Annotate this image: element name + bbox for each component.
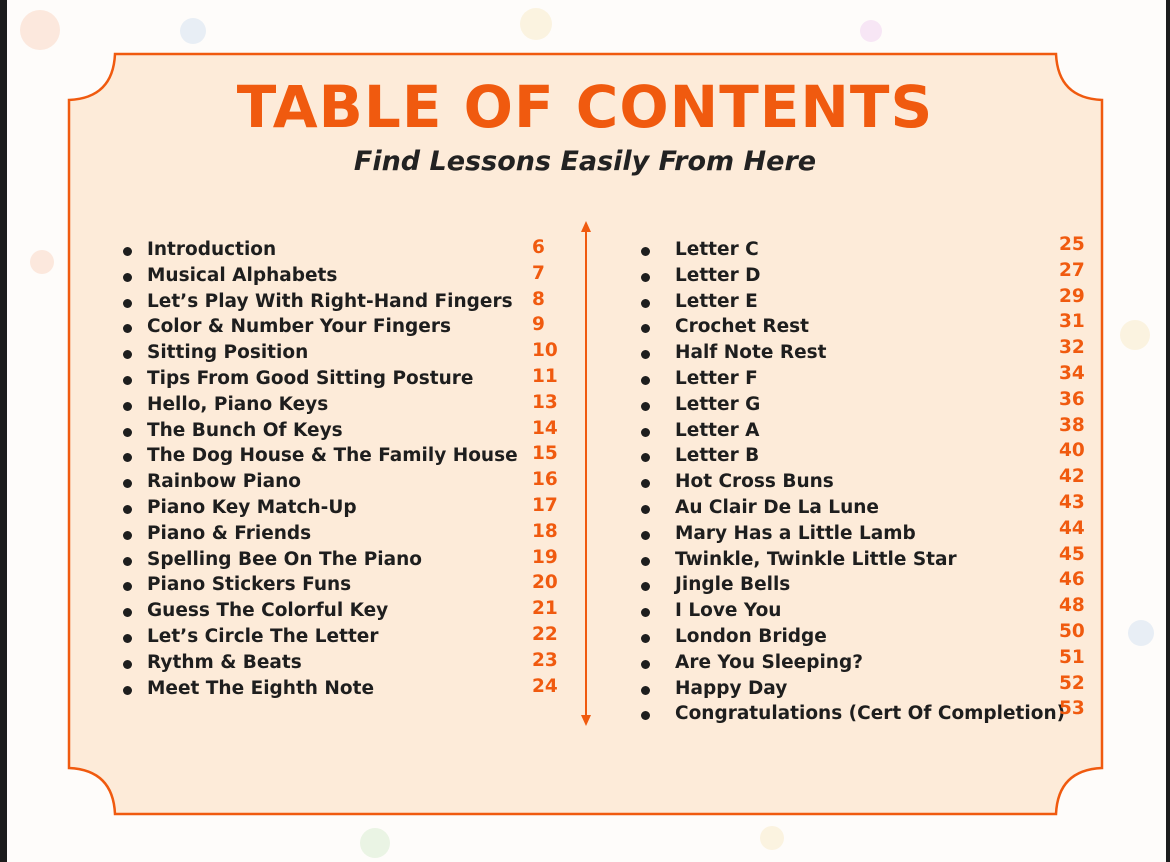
toc-item-page-number: 52 xyxy=(1059,672,1085,694)
toc-item-page-number: 44 xyxy=(1059,517,1085,539)
toc-item-label[interactable]: Are You Sleeping? xyxy=(675,651,863,673)
toc-item-page-number: 36 xyxy=(1059,388,1085,410)
toc-item-label[interactable]: Piano Key Match-Up xyxy=(147,497,357,518)
toc-item-page-number: 15 xyxy=(532,443,558,465)
toc-item-page-number: 27 xyxy=(1059,259,1085,281)
toc-bullet xyxy=(123,273,132,282)
toc-item-label[interactable]: Sitting Position xyxy=(147,342,309,364)
toc-item-label[interactable]: Letter A xyxy=(675,419,760,441)
toc-item-page-number: 51 xyxy=(1059,646,1085,668)
toc-item-label[interactable]: The Bunch Of Keys xyxy=(147,419,343,441)
toc-item-page-number: 38 xyxy=(1059,414,1085,436)
toc-bullet xyxy=(123,531,132,540)
toc-item-page-number: 43 xyxy=(1059,492,1085,513)
toc-item-page-number: 13 xyxy=(532,391,558,413)
page-subtitle: Find Lessons Easily From Here xyxy=(353,146,817,177)
toc-item-page-number: 11 xyxy=(532,366,558,387)
toc-item-page-number: 16 xyxy=(532,469,558,491)
toc-item-page-number: 48 xyxy=(1059,595,1085,617)
toc-item-page-number: 19 xyxy=(532,546,558,568)
toc-item-label[interactable]: The Dog House & The Family House xyxy=(147,445,518,467)
toc-item-label[interactable]: Let’s Circle The Letter xyxy=(147,626,379,647)
toc-bullet xyxy=(641,402,650,411)
toc-item-label[interactable]: Piano & Friends xyxy=(147,522,312,544)
toc-item-label[interactable]: Musical Alphabets xyxy=(147,264,338,286)
toc-bullet xyxy=(123,299,132,308)
toc-item-page-number: 17 xyxy=(532,495,558,516)
toc-item-page-number: 8 xyxy=(532,288,545,310)
toc-item-label[interactable]: Guess The Colorful Key xyxy=(147,600,389,622)
toc-item-label[interactable]: Rythm & Beats xyxy=(147,651,302,673)
toc-item-page-number: 42 xyxy=(1059,466,1085,488)
toc-item-label[interactable]: Letter D xyxy=(675,264,761,286)
toc-item-page-number: 31 xyxy=(1059,311,1085,333)
toc-item-page-number: 9 xyxy=(532,314,545,336)
toc-bullet xyxy=(123,247,132,256)
toc-item-label[interactable]: Twinkle, Twinkle Little Star xyxy=(675,548,957,570)
toc-item-label[interactable]: Hello, Piano Keys xyxy=(147,393,329,415)
toc-bullet xyxy=(123,634,132,643)
toc-bullet xyxy=(641,660,650,669)
toc-item-label[interactable]: Let’s Play With Right-Hand Fingers xyxy=(147,290,513,312)
toc-item-label[interactable]: Congratulations (Cert Of Completion) xyxy=(675,703,1066,725)
toc-item-label[interactable]: Mary Has a Little Lamb xyxy=(675,522,916,544)
toc-item-page-number: 23 xyxy=(532,649,558,671)
toc-item-label[interactable]: Half Note Rest xyxy=(675,342,827,364)
toc-item-label[interactable]: Letter E xyxy=(675,290,758,312)
toc-item-page-number: 6 xyxy=(532,237,545,258)
toc-item-label[interactable]: Letter B xyxy=(675,445,760,467)
toc-item-page-number: 46 xyxy=(1059,569,1085,591)
toc-item-page-number: 45 xyxy=(1059,543,1085,565)
toc-item-label[interactable]: Letter G xyxy=(675,393,761,415)
toc-bullet xyxy=(641,299,650,308)
toc-item-label[interactable]: Letter F xyxy=(675,368,758,389)
toc-bullet xyxy=(123,505,132,514)
toc-item-label[interactable]: Hot Cross Buns xyxy=(675,471,834,493)
toc-item-page-number: 21 xyxy=(532,598,558,620)
toc-item-label[interactable]: I Love You xyxy=(675,600,782,622)
toc-bullet xyxy=(123,686,132,695)
toc-item-label[interactable]: Letter C xyxy=(675,239,759,260)
toc-item-page-number: 32 xyxy=(1059,337,1085,359)
toc-item-page-number: 25 xyxy=(1059,234,1085,255)
toc-item-page-number: 14 xyxy=(532,417,558,439)
toc-bullet xyxy=(641,634,650,643)
toc-item-label[interactable]: Piano Stickers Funs xyxy=(147,574,352,596)
page-title: TABLE OF CONTENTS xyxy=(236,73,934,141)
toc-item-page-number: 18 xyxy=(532,520,558,542)
toc-bullet xyxy=(641,247,650,256)
toc-item-label[interactable]: Crochet Rest xyxy=(675,316,810,338)
toc-bullet xyxy=(123,557,132,566)
toc-item-page-number: 53 xyxy=(1059,698,1085,720)
toc-item-page-number: 22 xyxy=(532,624,558,645)
toc-item-page-number: 50 xyxy=(1059,621,1085,642)
toc-item-label[interactable]: Happy Day xyxy=(675,677,788,699)
toc-item-label[interactable]: Au Clair De La Lune xyxy=(675,497,879,518)
toc-item-label[interactable]: Rainbow Piano xyxy=(147,471,301,493)
toc-item-page-number: 34 xyxy=(1059,363,1085,384)
toc-item-page-number: 29 xyxy=(1059,285,1085,307)
toc-item-label[interactable]: Jingle Bells xyxy=(675,574,791,596)
toc-bullet xyxy=(123,660,132,669)
toc-item-page-number: 24 xyxy=(532,675,558,697)
toc-item-page-number: 7 xyxy=(532,262,545,284)
toc-item-label[interactable]: Introduction xyxy=(147,239,277,260)
toc-bullet xyxy=(641,428,650,437)
toc-bullet xyxy=(641,686,650,695)
toc-bullet xyxy=(641,273,650,282)
toc-item-page-number: 40 xyxy=(1059,440,1085,462)
toc-bullet xyxy=(123,402,132,411)
toc-bullet xyxy=(641,505,650,514)
toc-bullet xyxy=(641,376,650,385)
toc-item-label[interactable]: Meet The Eighth Note xyxy=(147,677,374,699)
toc-item-label[interactable]: Tips From Good Sitting Posture xyxy=(147,368,474,389)
toc-bullet xyxy=(641,557,650,566)
toc-item-label[interactable]: Spelling Bee On The Piano xyxy=(147,548,423,570)
toc-bullet xyxy=(641,531,650,540)
toc-item-page-number: 10 xyxy=(532,340,558,362)
toc-item-label[interactable]: London Bridge xyxy=(675,626,827,647)
toc-bullet xyxy=(123,376,132,385)
toc-item-page-number: 20 xyxy=(532,572,558,594)
toc-bullet xyxy=(123,428,132,437)
toc-item-label[interactable]: Color & Number Your Fingers xyxy=(147,316,451,338)
